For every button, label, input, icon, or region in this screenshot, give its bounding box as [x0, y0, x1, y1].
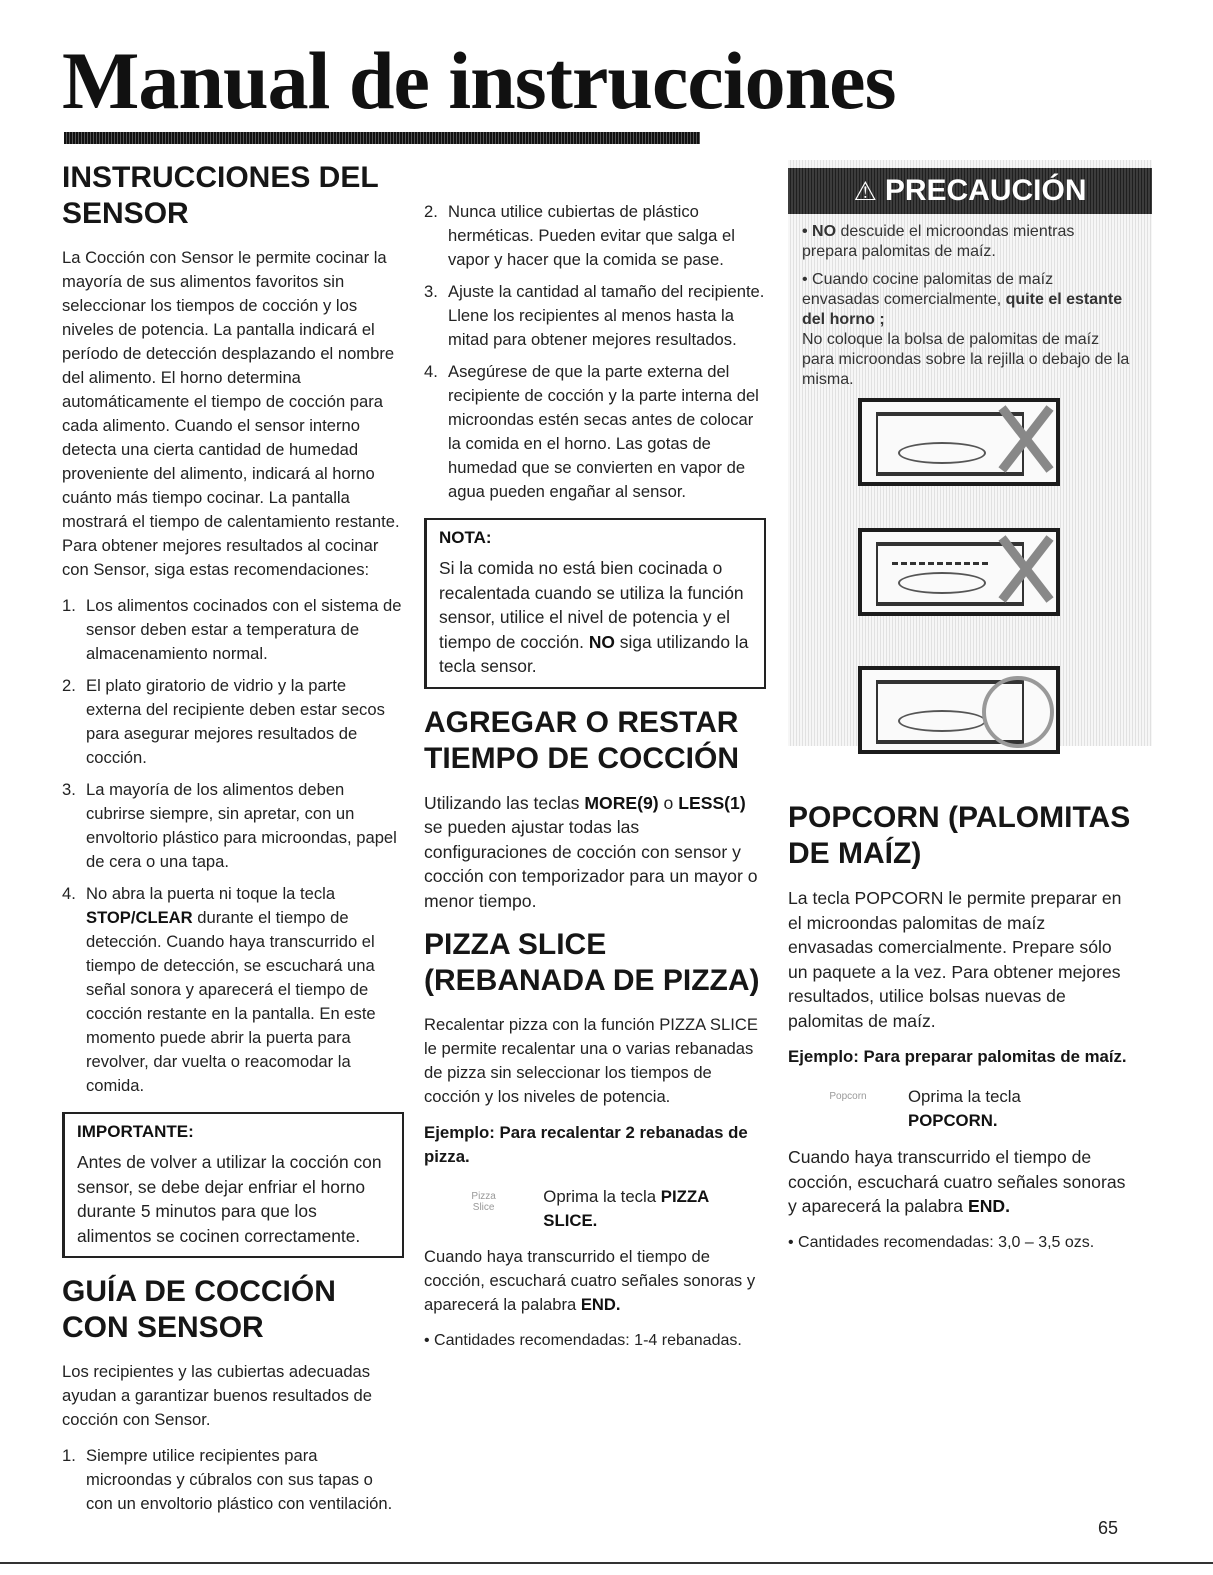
popcorn-key-row — [788, 1085, 1133, 1133]
column-right — [788, 800, 1133, 1265]
list-item: 3. La mayoría de los alimentos deben cubrirse siempre, sin apretar, con un envoltorio plástico para microondas, papel de cera o una tapa. — [62, 780, 397, 871]
page-number: 65 — [1098, 1518, 1119, 1538]
sensor-guide-steps — [424, 200, 766, 504]
list-item: 4. No abra la puerta ni toque la tecla STOP/CLEAR durante el tiempo de detección. Cuando haya transcurrido el tiempo de detección, se escuchará una señal sonora y aparecerá el tiempo de cocción restante en la pantalla. En este momento puede abrir la puerta para revolver, dar vuelta o reacomodar la comida. — [62, 884, 376, 1095]
list-item: 2. Nunca utilice cubiertas de plástico herméticas. Pueden evitar que salga el vapor y hacer que la comida se pase. — [424, 202, 735, 269]
caution-title-bar: ⚠ PRECAUCIÓN — [788, 168, 1152, 214]
pizza-after: Cuando haya transcurrido el tiempo de cocción, escuchará cuatro señales sonoras y aparecerá la palabra END. — [424, 1247, 756, 1314]
oven-under-rack-crossed-icon — [858, 528, 1060, 616]
note-box — [424, 518, 766, 689]
list-item: 2. El plato giratorio de vidrio y la parte externa del recipiente deben estar secos para asegurar mejores resultados de cocción. — [62, 676, 385, 767]
pizza-intro: Recalentar pizza con la función PIZZA SLICE le permite recalentar una o varias rebanadas de pizza sin seleccionar los tiempos de cocción y los niveles de potencia. — [424, 1015, 758, 1106]
pizza-heading: PIZZA SLICE (REBANADA DE PIZZA) — [424, 928, 760, 997]
pizza-quantity: • Cantidades recomendadas: 1-4 rebanadas. — [424, 1332, 742, 1349]
caution-item: • NO descuide el microondas mientras prepara palomitas de maíz. — [802, 223, 1075, 260]
pizza-slice-key-icon: Pizza Slice — [471, 1191, 496, 1213]
column-left — [62, 160, 404, 1530]
popcorn-quantity: • Cantidades recomendadas: 3,0 – 3,5 ozs. — [788, 1233, 1095, 1251]
sensor-instructions-heading: INSTRUCCIONES DEL SENSOR — [62, 161, 379, 230]
page-title: Manual de instrucciones — [62, 35, 896, 126]
warning-triangle-icon: ⚠ — [853, 176, 877, 206]
sensor-instructions-steps — [62, 594, 404, 1098]
pizza-key-row — [424, 1185, 766, 1233]
note-label: NOTA: — [439, 528, 492, 547]
list-item: 1. Siempre utilice recipientes para microondas y cúbralos con sus tapas o con un envoltorio plástico con ventilación. — [62, 1446, 393, 1513]
note-text: Si la comida no está bien cocinada o recalentada cuando se utiliza la función sensor, utilice el nivel de potencia y el tiempo de cocción. NO siga utilizando la tecla sensor. — [439, 558, 749, 676]
pizza-press-text: Oprima la tecla PIZZA SLICE. — [543, 1187, 709, 1230]
sensor-guide-step1 — [62, 1444, 404, 1516]
pizza-example: Ejemplo: Para recalentar 2 rebanadas de pizza. — [424, 1123, 748, 1166]
oven-rack-crossed-icon — [858, 398, 1060, 486]
popcorn-example: Ejemplo: Para preparar palomitas de maíz. — [788, 1047, 1127, 1066]
important-text: Antes de volver a utilizar la cocción con sensor, se debe dejar enfriar el horno durante 5 minutos para que los alimentos se cocinen correctamente. — [77, 1152, 382, 1246]
important-box — [62, 1112, 404, 1258]
popcorn-intro: La tecla POPCORN le permite preparar en el microondas palomitas de maíz envasadas comercialmente. Prepare sólo un paquete a la vez. Para obtener mejores resultados, utilice bolsas nuevas de palomitas de maíz. — [788, 888, 1122, 1031]
add-subtract-text: Utilizando las teclas MORE(9) o LESS(1) se pueden ajustar todas las configuraciones de cocción con sensor y cocción con temporizador para un mayor o menor tiempo. — [424, 792, 758, 911]
oven-correct-icon — [858, 666, 1060, 754]
caution-list — [802, 222, 1132, 398]
footer-rule — [0, 1562, 1213, 1564]
popcorn-after: Cuando haya transcurrido el tiempo de cocción, escuchará cuatro señales sonoras y aparecerá la palabra END. — [788, 1147, 1126, 1216]
sensor-guide-intro: Los recipientes y las cubiertas adecuadas ayudan a garantizar buenos resultados de cocción con Sensor. — [62, 1362, 372, 1429]
sensor-guide-heading: GUÍA DE COCCIÓN CON SENSOR — [62, 1275, 336, 1344]
popcorn-heading: POPCORN (PALOMITAS DE MAÍZ) — [788, 801, 1131, 870]
sensor-instructions-intro: La Cocción con Sensor le permite cocinar la mayoría de sus alimentos favoritos sin seleccionar los tiempos de cocción y los niveles de potencia. La pantalla indicará el período de detección desplazando el nombre del alimento. El horno determina automáticamente el tiempo de cocción para cada alimento. Cuando el sensor interno detecta una cierta cantidad de humedad proveniente del alimento, indicará al horno cuánto más tiempo cocinar. La pantalla mostrará el tiempo de calentamiento restante. Para obtener mejores resultados al cocinar con Sensor, siga estas recomendaciones: — [62, 248, 400, 579]
important-label: IMPORTANTE: — [77, 1122, 194, 1141]
list-item: 1. Los alimentos cocinados con el sistema de sensor deben estar a temperatura de almacenamiento normal. — [62, 596, 402, 663]
caution-panel — [788, 160, 1152, 746]
caution-item: • Cuando cocine palomitas de maíz envasadas comercialmente, quite el estante del horno ; No coloque la bolsa de palomitas de maíz para microondas sobre la rejilla o debajo de la misma. — [802, 271, 1130, 388]
popcorn-key-icon: Popcorn — [829, 1091, 867, 1102]
column-middle — [424, 160, 766, 1363]
list-item: 3. Ajuste la cantidad al tamaño del recipiente. Llene los recipientes al menos hasta la mitad para obtener mejores resultados. — [424, 282, 765, 349]
add-subtract-heading: AGREGAR O RESTAR TIEMPO DE COCCIÓN — [424, 705, 740, 775]
popcorn-press-text: Oprima la tecla POPCORN. — [908, 1087, 1021, 1130]
list-item: 4. Asegúrese de que la parte externa del recipiente de cocción y la parte interna del microondas estén secas antes de colocar la comida en el horno. Las gotas de humedad que se convierten en vapor de agua pueden engañar al sensor. — [424, 362, 759, 501]
title-rule — [64, 132, 700, 144]
